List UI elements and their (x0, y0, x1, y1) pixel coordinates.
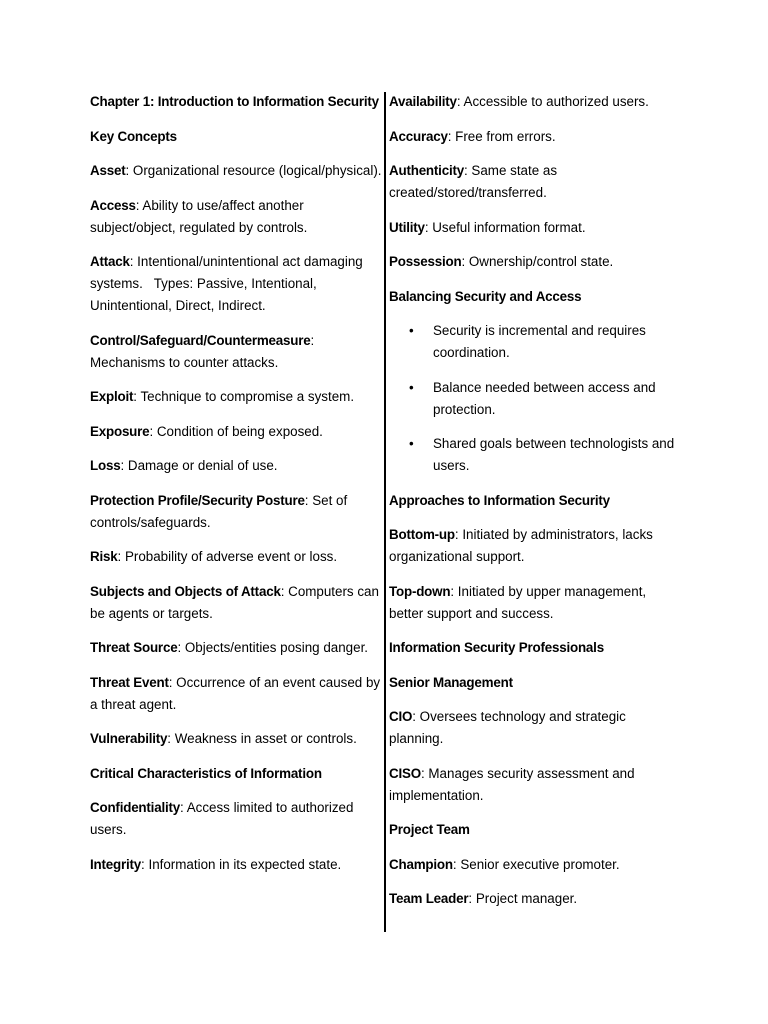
term-entry (90, 386, 382, 408)
term-definition: : Weakness in asset or controls. (167, 731, 357, 746)
term-entry (90, 581, 382, 625)
term-name: Asset (90, 163, 126, 178)
term-definition: : Project manager. (468, 891, 578, 906)
bullet-text: Security is incremental and requires coordination. (433, 323, 646, 360)
term-definition: : Occurrence of an event caused by a threat agent. (90, 674, 381, 712)
term-name: Subjects and Objects of Attack (90, 583, 281, 599)
term-entry (90, 195, 382, 239)
term-name: Champion (389, 856, 453, 872)
term-name: Confidentiality (90, 800, 180, 815)
term-definition: : Set of controls/safeguards. (90, 492, 348, 530)
bullet-text: Shared goals between technologists and users. (433, 436, 675, 473)
term-name: Authenticity (389, 163, 464, 178)
term-name: Vulnerability (90, 731, 168, 746)
term-entry (389, 888, 679, 910)
term-definition: : Access limited to authorized users. (90, 800, 354, 837)
right-column (389, 91, 679, 923)
chapter-title: Chapter 1: Introduction to Information Security (90, 94, 379, 109)
column-divider (384, 92, 386, 932)
term-definition: : Useful information format. (424, 219, 586, 235)
term-definition: : Information in its expected state. (141, 856, 342, 872)
term-definition: : Senior executive promoter. (452, 856, 620, 872)
term-definition: : Ownership/control state. (461, 254, 614, 269)
term-definition: : Oversees technology and strategic planning. (389, 709, 626, 746)
term-definition: : Manages security assessment and implementation. (389, 765, 635, 803)
term-definition: : Intentional/unintentional act damaging systems. Types: Passive, Intentional, Unintentional, Direct, Indirect. (90, 254, 367, 313)
term-definition: : Probability of adverse event or loss. (117, 549, 338, 564)
term-entry (389, 160, 679, 204)
term-definition: : Condition of being exposed. (149, 423, 323, 439)
term-name: Integrity (90, 856, 142, 872)
heading-approaches: Approaches to Information Security (389, 492, 610, 508)
term-name: Threat Source (90, 640, 178, 655)
term-name: Availability (389, 94, 457, 109)
term-entry (90, 421, 382, 443)
term-entry (389, 126, 679, 148)
term-definition: : Computers can be agents or targets. (90, 583, 379, 621)
term-definition: : Ability to use/affect another subject/object, regulated by controls. (90, 197, 308, 235)
term-entry (90, 546, 382, 568)
term-name: Exploit (90, 389, 134, 404)
term-name: Protection Profile/Security Posture (90, 492, 305, 508)
term-entry (90, 728, 382, 750)
bullet-marker: • (409, 323, 414, 338)
term-name: CISO (389, 765, 421, 781)
bullet-marker: • (409, 436, 414, 451)
bullet-list (389, 320, 679, 477)
heading-balancing-security: Balancing Security and Access (389, 288, 582, 304)
term-entry (90, 637, 382, 659)
term-entry (90, 455, 382, 477)
bullet-item (389, 320, 679, 364)
term-entry (389, 217, 679, 239)
term-definition: : Initiated by upper management, better support and success. (389, 583, 647, 621)
term-name: Utility (389, 219, 425, 235)
term-entry (90, 251, 382, 317)
term-name: Top-down (389, 583, 451, 599)
term-entry (389, 251, 679, 273)
term-name: Access (90, 197, 136, 213)
heading-critical-characteristics: Critical Characteristics of Information (90, 765, 322, 781)
term-name: Team Leader (389, 891, 469, 906)
term-definition: : Technique to compromise a system. (133, 389, 355, 404)
term-definition: : Same state as created/stored/transferred. (389, 163, 558, 200)
heading-project-team: Project Team (389, 822, 470, 837)
term-entry (90, 672, 382, 716)
heading-key-concepts: Key Concepts (90, 128, 177, 144)
heading-professionals: Information Security Professionals (389, 640, 604, 655)
term-entry (90, 160, 382, 182)
term-entry (389, 91, 679, 113)
term-name: Loss (90, 458, 121, 473)
term-definition: : Damage or denial of use. (120, 458, 278, 473)
bullet-text: Balance needed between access and protection. (433, 379, 656, 417)
bullet-item (389, 377, 679, 421)
term-name: Risk (90, 549, 118, 564)
bullet-marker: • (409, 379, 414, 395)
term-entry (389, 524, 679, 568)
term-definition: : Accessible to authorized users. (456, 94, 649, 109)
term-name: Bottom-up (389, 527, 455, 542)
term-entry (389, 763, 679, 807)
term-name: Exposure (90, 423, 150, 439)
term-name: Accuracy (389, 128, 448, 144)
term-name: Attack (90, 254, 130, 269)
term-name: Threat Event (90, 674, 169, 690)
term-name: Possession (389, 254, 462, 269)
bullet-item (389, 433, 679, 477)
term-entry (389, 706, 679, 750)
term-definition: : Initiated by administrators, lacks organizational support. (389, 527, 653, 564)
term-entry (90, 854, 382, 876)
term-definition: : Free from errors. (447, 128, 556, 144)
left-column (90, 91, 382, 888)
term-definition: : Mechanisms to counter attacks. (90, 332, 315, 370)
term-entry (90, 330, 382, 374)
term-entry (90, 490, 382, 534)
term-definition: : Organizational resource (logical/physical). (125, 163, 382, 178)
term-name: Control/Safeguard/Countermeasure (90, 332, 311, 348)
term-name: CIO (389, 709, 413, 724)
term-entry (389, 581, 679, 625)
heading-senior-management: Senior Management (389, 674, 513, 690)
term-entry (90, 797, 382, 841)
term-definition: : Objects/entities posing danger. (177, 640, 369, 655)
term-entry (389, 854, 679, 876)
